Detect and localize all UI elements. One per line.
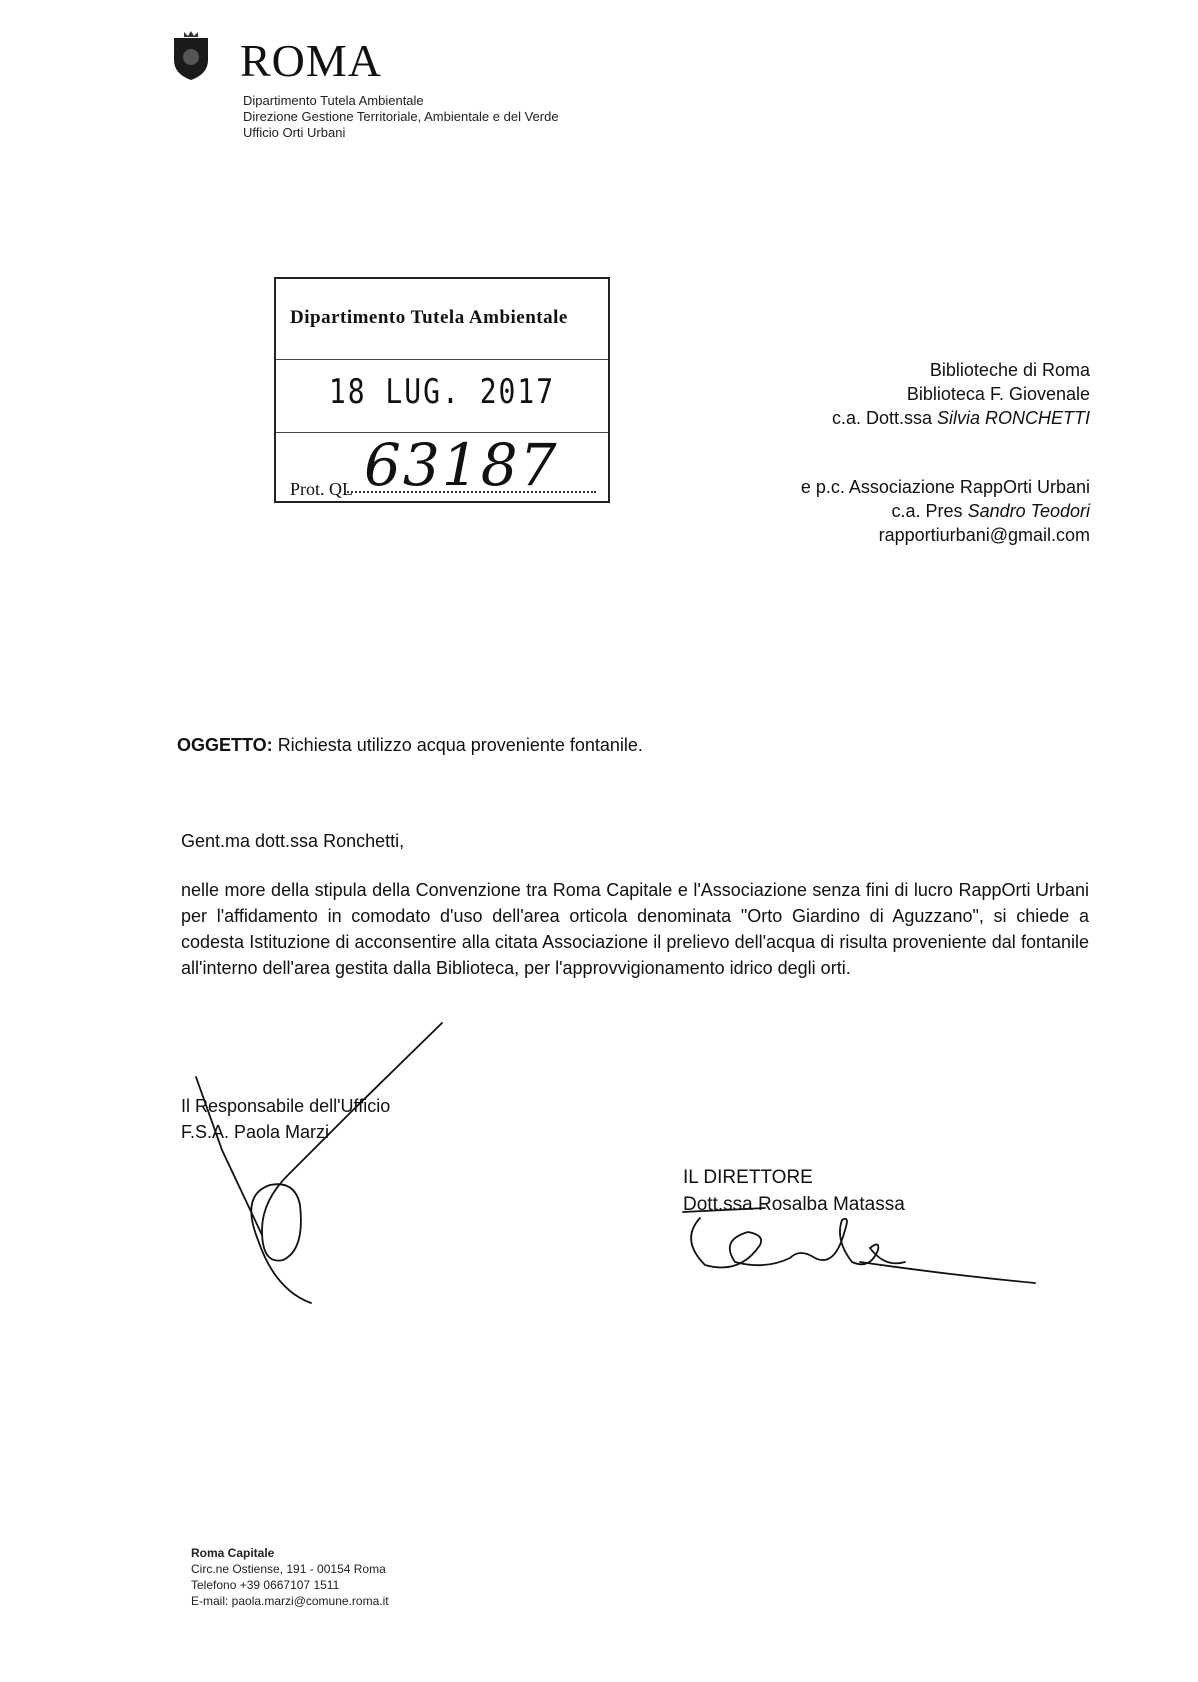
protocol-stamp [274, 277, 610, 503]
recipient-line: Biblioteca F. Giovenale [906, 384, 1090, 404]
right-signature-stroke [691, 1218, 905, 1268]
body-paragraph: nelle more della stipula della Convenzione tra Roma Capitale e l'Associazione senza fini di lucro RappOrti Urbani per l'affidamento in comodato d'uso dell'area orticola denominata "Orto Giardino di Aguzzano", si chiede a codesta Istituzione di acconsentire alla citata Associazione il prelievo dell'acqua di risulta proveniente dal fontanile all'interno dell'area gestita dalla Biblioteca, per l'approvvigionamento idrico degli orti. [181, 880, 1089, 978]
subject-text: Richiesta utilizzo acqua proveniente fontanile. [277, 735, 643, 755]
footer-email: E-mail: paola.marzi@comune.roma.it [191, 1594, 389, 1608]
copy-recipient [801, 475, 1090, 547]
recipient-attention [832, 406, 1090, 430]
subject-line [177, 735, 643, 756]
attention-name: Sandro Teodori [967, 501, 1090, 521]
stamp-title: Dipartimento Tutela Ambientale [290, 307, 568, 328]
recipient-line: Biblioteche di Roma [929, 360, 1090, 380]
attention-prefix: c.a. Pres [891, 501, 968, 521]
protocol-number: 63187 [364, 431, 559, 499]
department-header [243, 93, 559, 141]
right-signature-stroke [860, 1262, 1035, 1283]
logo-text: ROMA [240, 35, 383, 86]
stamp-date: 18 LUG. 2017 [328, 371, 556, 412]
roma-emblem-icon [170, 30, 212, 82]
subject-label: OGGETTO: [177, 735, 273, 755]
direction-name: Direzione Gestione Territoriale, Ambientale e del Verde [243, 109, 559, 124]
footer-org: Roma Capitale [191, 1546, 275, 1560]
copy-attention [801, 499, 1090, 523]
attention-prefix: c.a. Dott.ssa [831, 408, 937, 428]
copy-line: e p.c. Associazione RappOrti Urbani [800, 477, 1090, 497]
copy-email: rapportiurbani@gmail.com [878, 525, 1090, 545]
department-name: Dipartimento Tutela Ambientale [243, 93, 424, 108]
greeting: Gent.ma dott.ssa Ronchetti, [181, 831, 405, 851]
left-signer-name: F.S.A. Paola Marzi [181, 1122, 330, 1142]
right-signer-role: IL DIRETTORE [683, 1167, 813, 1188]
footer-address: Circ.ne Ostiense, 191 - 00154 Roma [191, 1562, 386, 1576]
right-signature-block [683, 1164, 905, 1218]
attention-name: Silvia RONCHETTI [936, 408, 1090, 428]
stamp-prot-label: Prot. QL [290, 479, 353, 499]
footer-contact [191, 1545, 389, 1609]
left-signature-stroke [251, 1023, 442, 1303]
footer-phone: Telefono +39 0667107 1511 [191, 1578, 340, 1592]
left-signer-role: Il Responsabile dell'Ufficio [181, 1096, 391, 1116]
office-name: Ufficio Orti Urbani [243, 125, 346, 140]
primary-recipient [832, 358, 1090, 430]
left-signature-block [181, 1093, 390, 1145]
right-signer-name: Dott.ssa Rosalba Matassa [683, 1194, 905, 1215]
